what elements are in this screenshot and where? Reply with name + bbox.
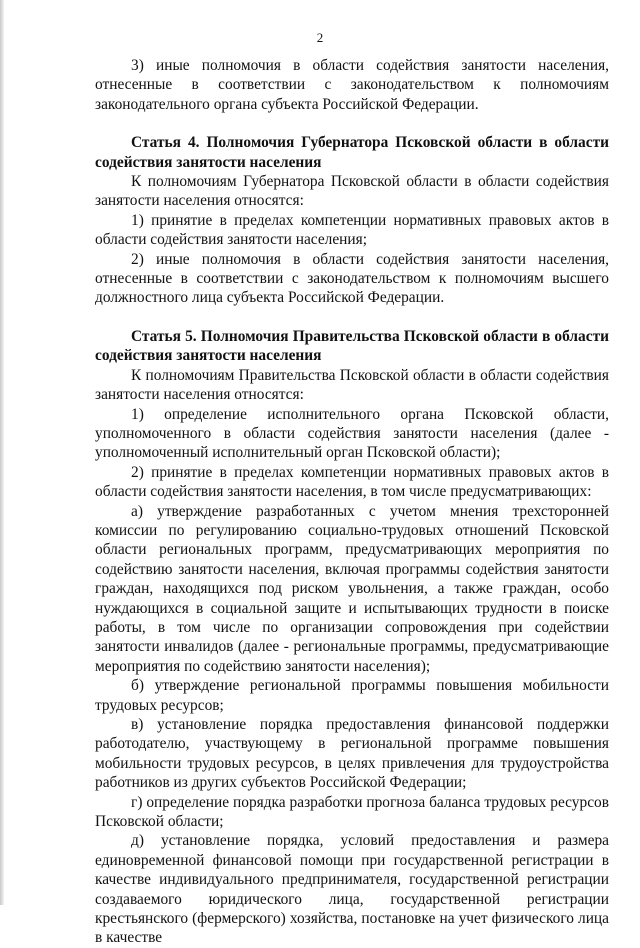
paragraph-art5-item2: 2) принятие в пределах компетенции нормативных правовых актов в области содействия занятости населения, в том числе предусматривающих: — [95, 463, 609, 501]
article-5-heading: Статья 5. Полномочия Правительства Псковской области в области содействия занятости населения — [95, 327, 609, 365]
scan-edge-shadow — [0, 0, 4, 905]
paragraph-art5-item2b: б) утверждение региональной программы повышения мобильности трудовых ресурсов; — [95, 677, 609, 714]
paragraph-art4-intro: К полномочиям Губернатора Псковской области в области содействия занятости населения относятся: — [95, 173, 609, 210]
paragraph-art4-item2: 2) иные полномочия в области содействия занятости населения, отнесенные в соответствии с законодательством к полномочиям высшего должностного лица субъекта Российской Федерации. — [95, 250, 609, 307]
paragraph-art5-item2v: в) установление порядка предоставления финансовой поддержки работодателю, участвующему в региональной программе повышения мобильности трудовых ресурсов, в целях привлечения для трудоустройства работников из других субъектов Российской Федерации; — [95, 716, 609, 792]
paragraph-art5-intro: К полномочиям Правительства Псковской области в области содействия занятости населения относятся: — [95, 366, 609, 404]
paragraph-art5-item2g: г) определение порядка разработки прогноза баланса трудовых ресурсов Псковской области; — [95, 793, 609, 831]
paragraph-art5-item1: 1) определение исполнительного органа Псковской области, уполномоченного в области содействия занятости населения (далее - уполномоченный исполнительный орган Псковской области); — [95, 405, 609, 462]
paragraph-gap — [95, 308, 609, 327]
document-body — [95, 56, 609, 948]
paragraph-art5-item2a: а) утверждение разработанных с учетом мнения трехсторонней комиссии по регулированию социально-трудовых отношений Псковской области региональных программ, предусматривающих мероприятия по содействию занятости населения, включая программы содействия занятости граждан, находящихся под риском увольнения, а также граждан, особо нуждающихся в социальной защите и испытывающих трудности в поиске работы, в том числе по организации сопровождения при содействии занятости инвалидов (далее - региональные программы, предусматривающие мероприятия по содействию занятости населения); — [95, 502, 609, 675]
paragraph-gap — [95, 114, 609, 133]
paragraph-art5-item2d: д) установление порядка, условий предоставления и размера единовременной финансовой помощи при государственной регистрации в качестве индивидуального предпринимателя, государственной регистрации создаваемого юридического лица, государственной регистрации крестьянского (фермерского) хозяйства, постановке на учет физического лица в качестве — [95, 832, 609, 947]
page-number: 2 — [316, 30, 324, 45]
paragraph-art3-item3: 3) иные полномочия в области содействия занятости населения, отнесенные в соответствии с законодательством к полномочиям законодательного органа субъекта Российской Федерации. — [95, 57, 609, 113]
article-4-heading: Статья 4. Полномочия Губернатора Псковской области в области содействия занятости населения — [95, 134, 609, 171]
paragraph-art4-item1: 1) принятие в пределах компетенции нормативных правовых актов в области содействия занятости населения; — [95, 211, 609, 249]
